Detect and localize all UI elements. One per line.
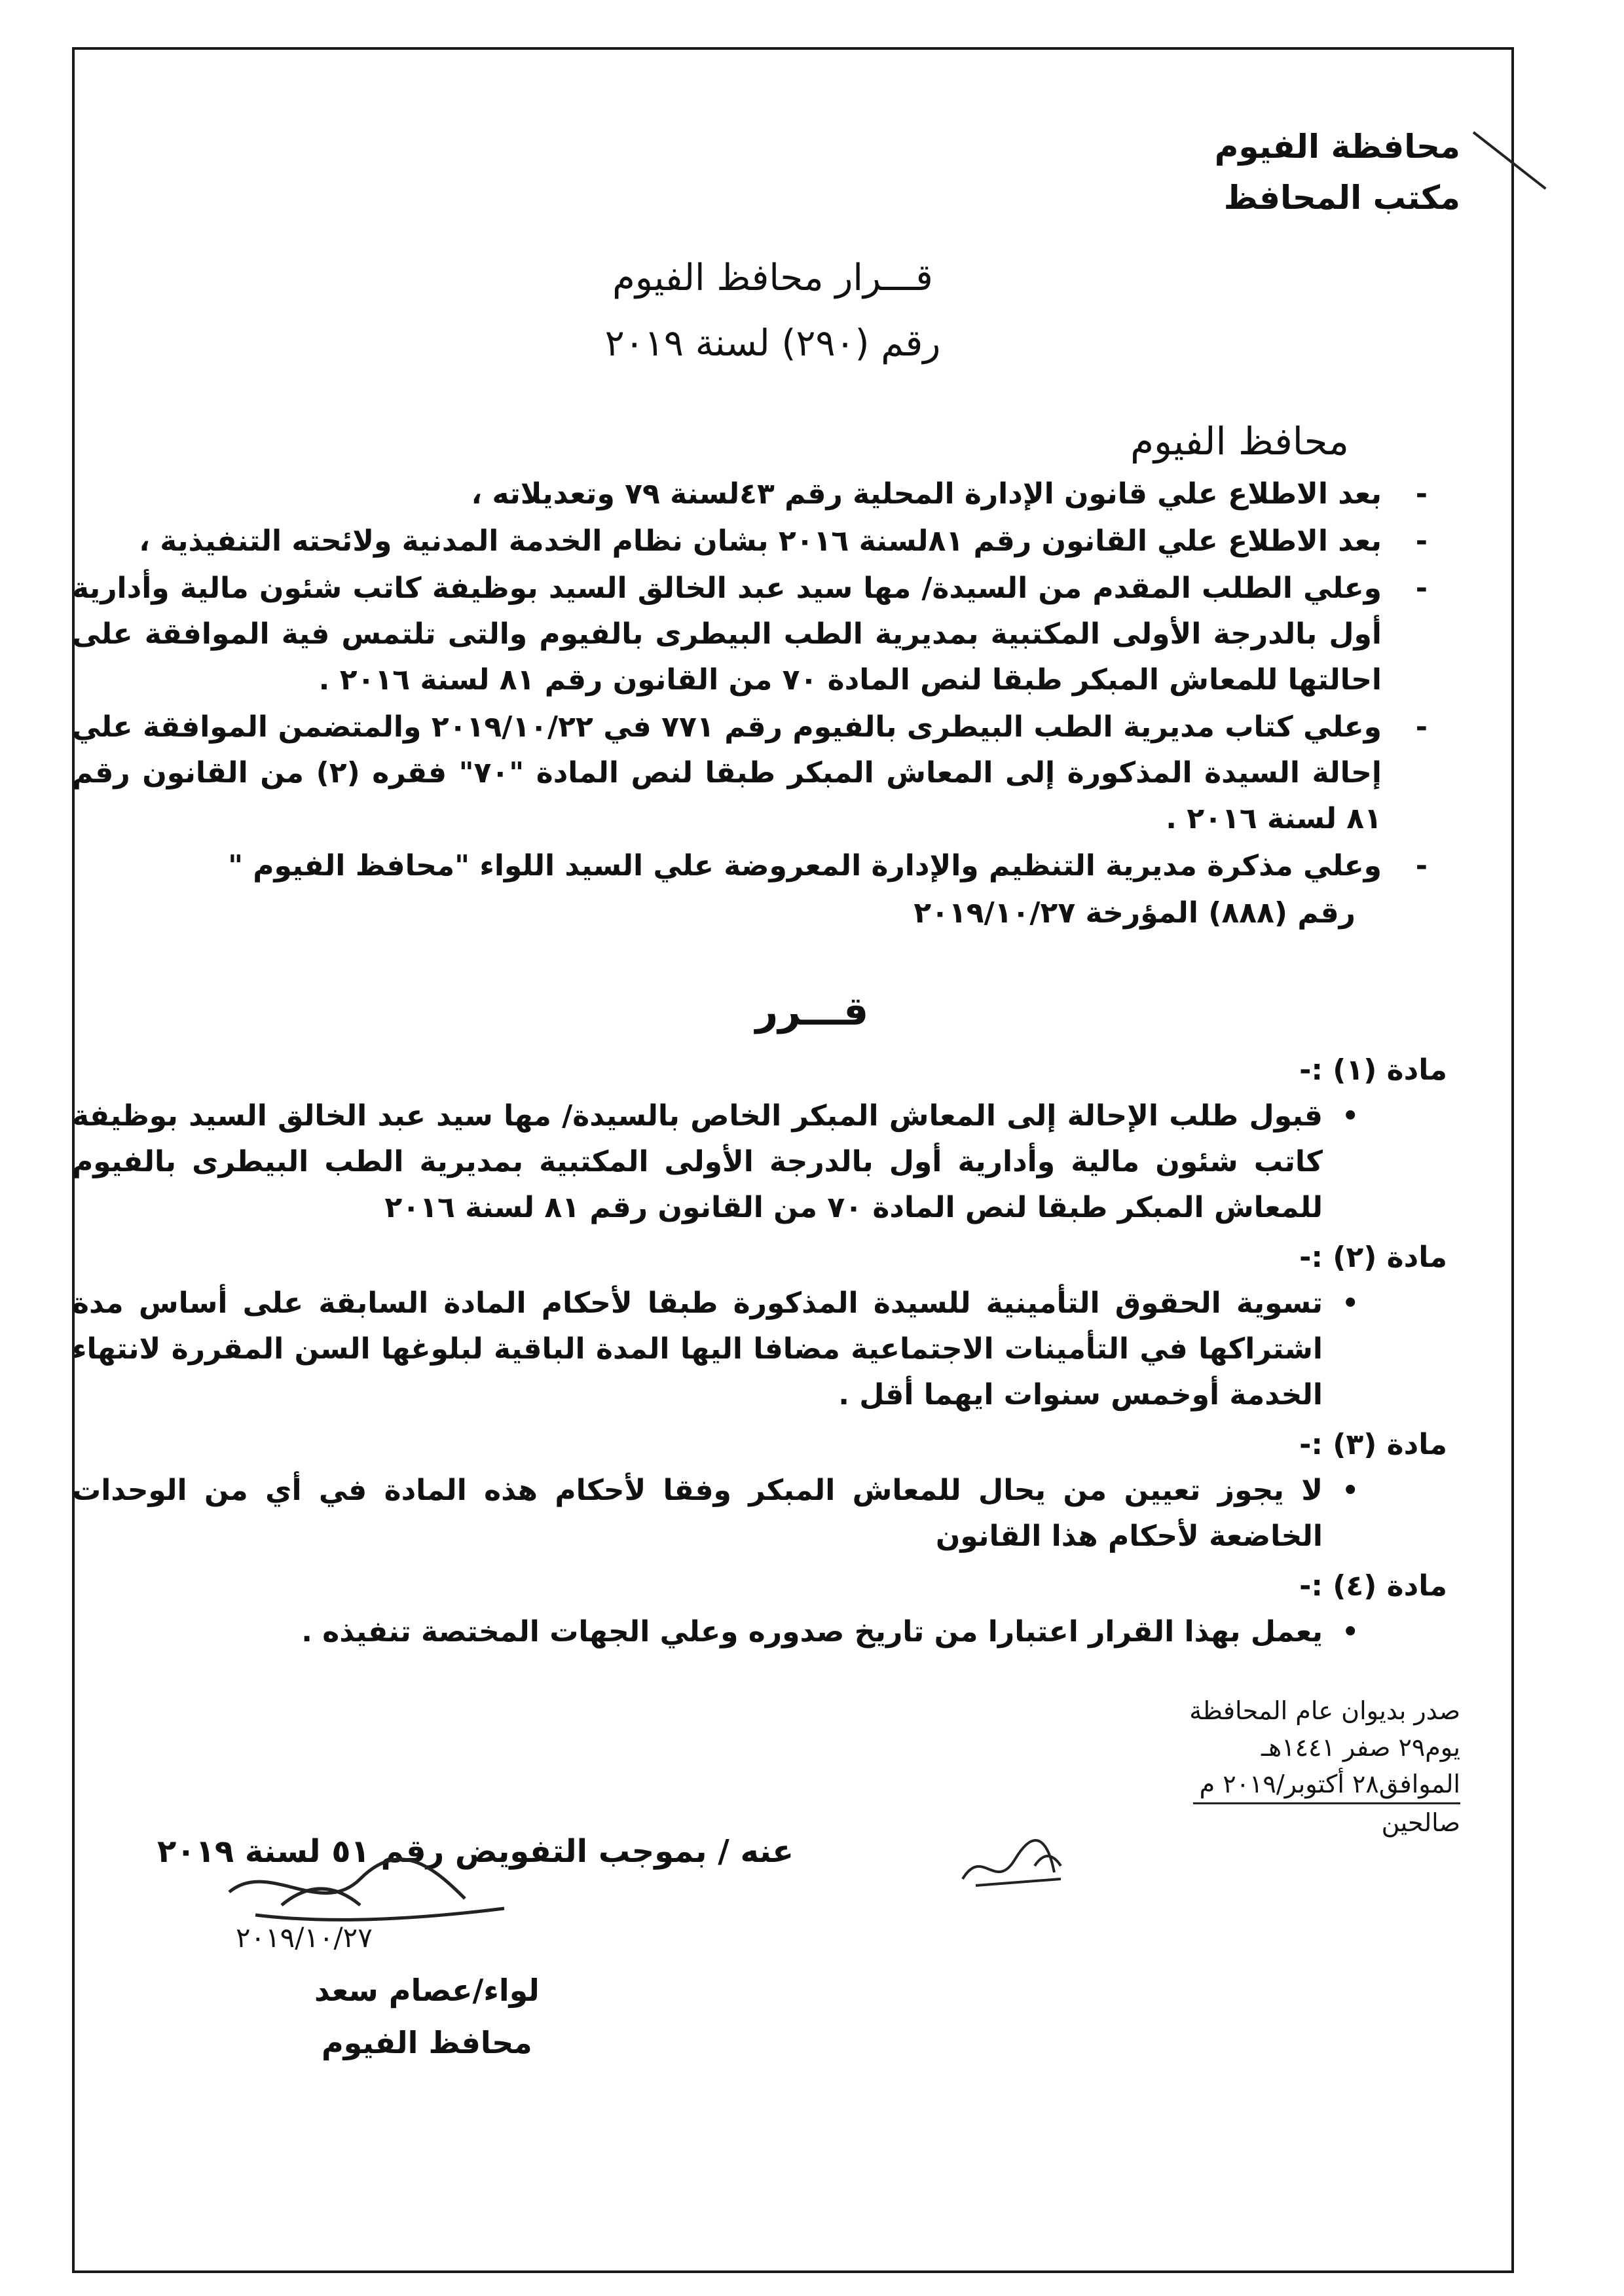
preamble-list (72, 471, 1382, 936)
articles (72, 1048, 1447, 1655)
article-body: • لا يجوز تعيين من يحال للمعاش المبكر وفقا لأحكام هذه المادة في أي من الوحدات الخاضعة لأحكام هذا القانون (72, 1468, 1323, 1559)
signatory-name: لواء/عصام سعد (314, 1973, 540, 2008)
signature-scribble (216, 1853, 530, 1931)
preamble-item: - وعلي كتاب مديرية الطب البيطرى بالفيوم رقم ٧٧١ في ٢٠١٩/١٠/٢٢ والمتضمن الموافقة علي إحالة السيدة المذكورة إلى المعاش المبكر طبقا لنص المادة "٧٠" فقره (٢) من القانون رقم ٨١ لسنة ٢٠١٦ . (72, 704, 1382, 842)
signatory-title: محافظ الفيوم (321, 2025, 532, 2060)
decided-heading (0, 989, 1624, 1034)
letterhead-office: مكتب المحافظ (1223, 179, 1460, 217)
issued-at: صدر بديوان عام المحافظة (1189, 1696, 1460, 1725)
signature-date: ٢٠١٩/١٠/٢٧ (236, 1922, 373, 1954)
preamble-item: - بعد الاطلاع علي قانون الإدارة المحلية رقم ٤٣لسنة ٧٩ وتعديلاته ، (72, 471, 1382, 517)
article-4 (72, 1563, 1447, 1655)
letterhead-governorate: محافظة الفيوم (1214, 128, 1460, 166)
article-body: • يعمل بهذا القرار اعتبارا من تاريخ صدوره وعلي الجهات المختصة تنفيذه . (72, 1609, 1323, 1655)
decree-title-line1: قـــرار محافظ الفيوم (612, 257, 933, 299)
governor-heading: محافظ الفيوم (1130, 419, 1349, 464)
clerk-name: صالحين (1381, 1808, 1460, 1837)
article-heading: مادة (١) :- (1299, 1053, 1447, 1087)
delegation-line: عنه / بموجب التفويض رقم ٥١ لسنة ٢٠١٩ (157, 1833, 794, 1870)
decree-title (0, 246, 1624, 376)
letterhead (1215, 121, 1460, 223)
initials-scribble (956, 1820, 1087, 1899)
memo-reference: رقم (٨٨٨) المؤرخة ٢٠١٩/١٠/٢٧ (913, 896, 1356, 930)
preamble-item: - بعد الاطلاع علي القانون رقم ٨١لسنة ٢٠١٦ بشان نظام الخدمة المدنية ولائحته التنفيذية ، (72, 519, 1382, 564)
article-heading: مادة (٣) :- (1299, 1428, 1447, 1461)
article-3 (72, 1422, 1447, 1559)
article-1 (72, 1048, 1447, 1231)
preamble-item: - وعلي مذكرة مديرية التنظيم والإدارة المعروضة علي السيد اللواء "محافظ الفيوم " (72, 843, 1382, 889)
article-2 (72, 1235, 1447, 1418)
article-body: • قبول طلب الإحالة إلى المعاش المبكر الخاص بالسيدة/ مها سيد عبد الخالق السيد بوظيفة كاتب شئون مالية وأدارية أول بالدرجة الأولى المكتبية بمديرية الطب البيطرى بالفيوم للمعاش المبكر طبقا لنص المادة ٧٠ من القانون رقم ٨١ لسنة ٢٠١٦ (72, 1093, 1323, 1231)
hijri-date: يوم٢٩ صفر ١٤٤١هـ (1261, 1733, 1460, 1762)
issuance-block (1189, 1692, 1460, 1841)
decree-number: رقم (٢٩٠) لسنة ٢٠١٩ (604, 322, 941, 365)
article-heading: مادة (٤) :- (1299, 1569, 1447, 1603)
article-body: • تسوية الحقوق التأمينية للسيدة المذكورة طبقا لأحكام المادة السابقة على أساس مدة اشتراكها في التأمينات الاجتماعية مضافا اليها المدة الباقية لبلوغها السن المقررة لانتهاء الخدمة أوخمس سنوات ايهما أقل . (72, 1281, 1323, 1418)
gregorian-date: الموافق٢٨ أكتوبر/٢٠١٩ م (1193, 1766, 1460, 1804)
article-heading: مادة (٢) :- (1299, 1241, 1447, 1274)
signatory (314, 1964, 540, 2069)
preamble-item: - وعلي الطلب المقدم من السيدة/ مها سيد عبد الخالق السيد بوظيفة كاتب شئون مالية وأدارية أول بالدرجة الأولى المكتبية بمديرية الطب البيطرى بالفيوم والتى تلتمس فية الموافقة على احالتها للمعاش المبكر طبقا لنص المادة ٧٠ من القانون رقم ٨١ لسنة ٢٠١٦ . (72, 566, 1382, 703)
decided-label: قـــرر (755, 989, 869, 1034)
